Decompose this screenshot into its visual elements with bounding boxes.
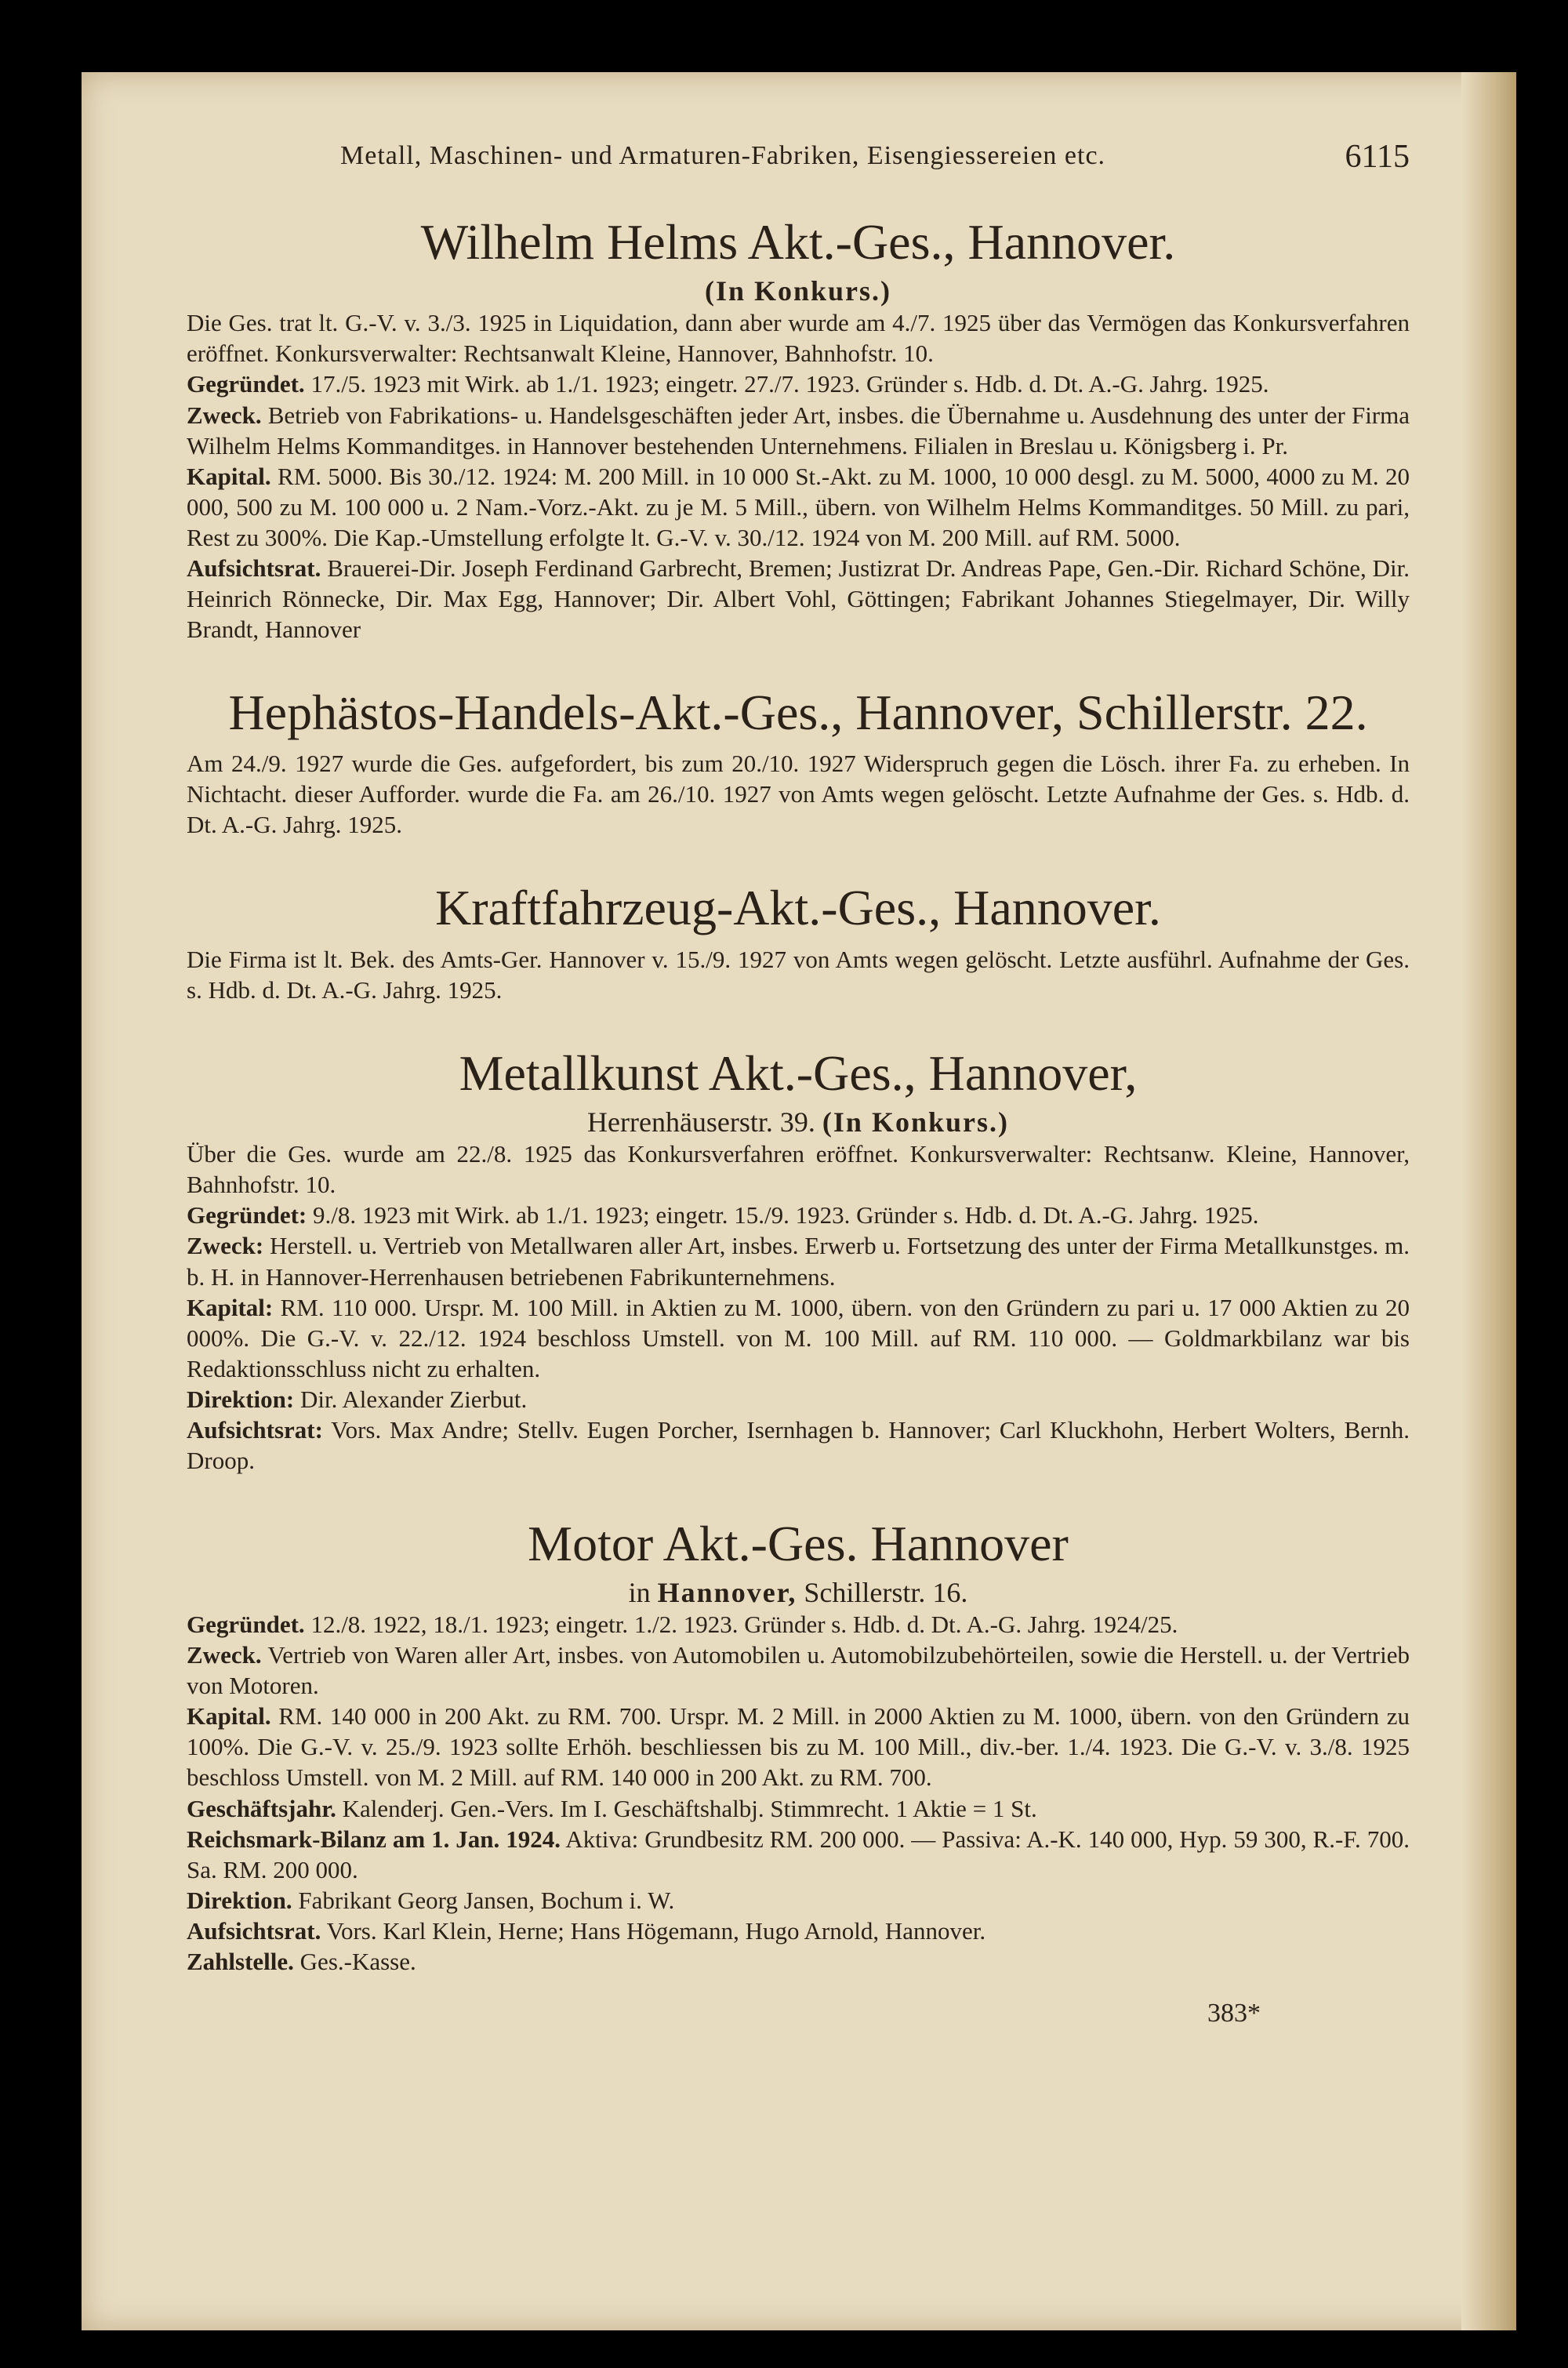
- paragraph-text: Fabrikant Georg Jansen, Bochum i. W.: [298, 1886, 675, 1914]
- section-title: Wilhelm Helms Akt.-Ges., Hannover.: [420, 214, 1176, 270]
- paragraph: [187, 748, 1410, 840]
- paragraph-label: Gegründet.: [187, 370, 305, 398]
- paragraph-text: Über die Ges. wurde am 22./8. 1925 das Konkursverfahren eröffnet. Konkursverwalter: Rechtsanw. Kleine, Hannover, Bahnhofstr. 10.: [187, 1140, 1410, 1199]
- section-hephaestos: [187, 685, 1410, 841]
- paragraph-text: Vors. Karl Klein, Herne; Hans Högemann, Hugo Arnold, Hannover.: [326, 1916, 986, 1945]
- paragraph: [187, 1824, 1410, 1885]
- paragraph-label: Zahlstelle.: [187, 1947, 294, 1975]
- paragraph: [187, 1415, 1410, 1476]
- section-title: Motor Akt.-Ges. Hannover: [528, 1515, 1069, 1571]
- paragraph-text: RM. 140 000 in 200 Akt. zu RM. 700. Urspr. M. 2 Mill. in 2000 Aktien zu M. 1000, übern. von den Gründern zu 100%. Die G.-V. v. 25./9. 1923 sollte Erhöh. beschliessen bis zu M. 100 Mill., div.-ber. 1./4. 1923. Die G.-V. v. 3./8. 1925 beschloss Umstell. von M. 2 Mill. auf RM. 140 000 in 200 Akt. zu RM. 700.: [187, 1702, 1410, 1792]
- paragraph-label: Kapital:: [187, 1293, 274, 1321]
- paragraph-text: Die Ges. trat lt. G.-V. v. 3./3. 1925 in Liquidation, dann aber wurde am 4./7. 1925 über das Vermögen das Konkursverfahren eröffnet. Konkursverwalter: Rechtsanwalt Kleine, Hannover, Bahnhofstr. 10.: [187, 309, 1410, 368]
- paragraph-text: Dir. Alexander Zierbut.: [299, 1385, 528, 1413]
- page-number: 6115: [1345, 139, 1410, 175]
- section-subtitle: [187, 1576, 1410, 1609]
- paragraph: [187, 1139, 1410, 1200]
- paragraph: [187, 1793, 1410, 1824]
- paragraph-label: Gegründet:: [187, 1201, 307, 1229]
- paragraph-text: RM. 110 000. Urspr. M. 100 Mill. in Aktien zu M. 1000, übern. von den Gründern zu pari u. 17 000 Aktien zu 20 000%. Die G.-V. v. 22./12. 1924 beschloss Umstell. von M. 100 Mill. auf RM. 110 000. — Goldmarkbilanz war bis Redaktionsschluss nicht zu erhalten.: [187, 1293, 1410, 1382]
- section-title: Hephästos-Handels-Akt.-Ges., Hannover, Schillerstr. 22.: [228, 684, 1368, 740]
- paragraph-text: Vertrieb von Waren aller Art, insbes. von Automobilen u. Automobilzubehörteilen, sowie die Herstell. u. der Vertrieb von Motoren.: [187, 1641, 1410, 1700]
- section-wilhelm-helms: [187, 215, 1410, 645]
- page-content: [187, 104, 1410, 2028]
- paragraph-text: RM. 5000. Bis 30./12. 1924: M. 200 Mill. in 10 000 St.-Akt. zu M. 1000, 10 000 desgl. zu M. 5000, 4000 zu M. 20 000, 500 zu M. 100 000 u. 2 Nam.-Vorz.-Akt. zu je M. 5 Mill., übern. von Wilhelm Helms Kommanditges. 50 Mill. zu pari, Rest zu 300%. Die Kap.-Umstellung erfolgte lt. G.-V. v. 30./12. 1924 von M. 200 Mill. auf RM. 5000.: [187, 462, 1410, 551]
- paragraph-label: Aufsichtsrat.: [187, 1916, 321, 1945]
- paragraph: [187, 1384, 1410, 1415]
- footer-signature-mark: 383*: [1207, 1998, 1261, 2028]
- subtitle-address: Herrenhäuserstr. 39.: [587, 1106, 815, 1139]
- paragraph: [187, 944, 1410, 1005]
- paragraph-label: Zweck.: [187, 401, 262, 429]
- paragraph-label: Kapital.: [187, 462, 271, 490]
- paragraph-text: Am 24./9. 1927 wurde die Ges. aufgefordert, bis zum 20./10. 1927 Widerspruch gegen die Lösch. ihrer Fa. zu erheben. In Nichtacht. dieser Aufforder. wurde die Fa. am 26./10. 1927 von Amts wegen gelöscht. Letzte Aufnahme der Ges. s. Hdb. d. Dt. A.-G. Jahrg. 1925.: [187, 750, 1410, 839]
- paragraph: [187, 400, 1410, 461]
- paragraph-label: Direktion.: [187, 1886, 292, 1914]
- paragraph-text: Die Firma ist lt. Bek. des Amts-Ger. Hannover v. 15./9. 1927 von Amts wegen gelöscht. Letzte ausführl. Aufnahme der Ges. s. Hdb. d. Dt. A.-G. Jahrg. 1925.: [187, 945, 1410, 1004]
- paragraph-label: Gegründet.: [187, 1611, 305, 1639]
- paragraph-text: Ges.-Kasse.: [299, 1947, 416, 1975]
- section-subtitle: [187, 1106, 1410, 1139]
- paragraph: [187, 1916, 1410, 1946]
- paragraph-label: Kapital.: [187, 1702, 271, 1731]
- paragraph: [187, 369, 1410, 399]
- subtitle-prefix: in: [628, 1577, 651, 1609]
- paragraph-label: Zweck:: [187, 1232, 264, 1260]
- paragraph: [187, 1640, 1410, 1701]
- paragraph-text: Kalenderj. Gen.-Vers. Im I. Geschäftshalbj. Stimmrecht. 1 Aktie = 1 St.: [342, 1794, 1037, 1822]
- subtitle-status: (In Konkurs.): [822, 1106, 1009, 1139]
- paragraph: [187, 307, 1410, 369]
- paragraph-label: Zweck.: [187, 1641, 262, 1669]
- paragraph-label: Aufsichtsrat.: [187, 554, 321, 582]
- paragraph-text: 17./5. 1923 mit Wirk. ab 1./1. 1923; eingetr. 27./7. 1923. Gründer s. Hdb. d. Dt. A.-G. Jahrg. 1925.: [310, 370, 1269, 398]
- running-title: Metall, Maschinen- und Armaturen-Fabriken, Eisengiessereien etc.: [340, 141, 1106, 170]
- paragraph-label: Aufsichtsrat:: [187, 1415, 323, 1444]
- subtitle-address: Schillerstr. 16.: [804, 1577, 968, 1609]
- paragraph-label: Geschäftsjahr.: [187, 1794, 336, 1822]
- paragraph: [187, 1609, 1410, 1640]
- section-motor: [187, 1516, 1410, 1977]
- paragraph-text: Betrieb von Fabrikations- u. Handelsgeschäften jeder Art, insbes. die Übernahme u. Ausdehnung des unter der Firma Wilhelm Helms Kommanditges. in Hannover bestehenden Unternehmens. Filialen in Breslau u. Königsberg i. Pr.: [187, 401, 1410, 459]
- paragraph: [187, 1230, 1410, 1291]
- paragraph: [187, 1200, 1410, 1230]
- paragraph: [187, 1292, 1410, 1384]
- paragraph: [187, 461, 1410, 553]
- paragraph-text: Aktiva: Grundbesitz RM. 200 000. — Passiva: A.-K. 140 000, Hyp. 59 300, R.-F. 700. Sa. RM. 200 000.: [187, 1825, 1410, 1883]
- paragraph: [187, 553, 1410, 645]
- paragraph: [187, 1701, 1410, 1792]
- paragraph-text: 9./8. 1923 mit Wirk. ab 1./1. 1923; eingetr. 15./9. 1923. Gründer s. Hdb. d. Dt. A.-G. Jahrg. 1925.: [313, 1201, 1259, 1229]
- section-subtitle: (In Konkurs.): [704, 275, 892, 307]
- section-title: Metallkunst Akt.-Ges., Hannover,: [459, 1044, 1138, 1101]
- paragraph-label: Reichsmark-Bilanz am 1. Jan. 1924.: [187, 1825, 561, 1853]
- section-metallkunst: [187, 1046, 1410, 1476]
- section-kraftfahrzeug: [187, 881, 1410, 1004]
- paragraph-text: 12./8. 1922, 18./1. 1923; eingetr. 1./2. 1923. Gründer s. Hdb. d. Dt. A.-G. Jahrg. 1924/25.: [310, 1611, 1178, 1639]
- running-header: [187, 104, 1410, 175]
- paragraph: [187, 1885, 1410, 1916]
- paragraph-text: Herstell. u. Vertrieb von Metallwaren aller Art, insbes. Erwerb u. Fortsetzung des unter der Firma Metallkunstges. m. b. H. in Hannover-Herrenhausen betriebenen Fabrikunternehmens.: [187, 1232, 1410, 1291]
- paragraph-label: Direktion:: [187, 1385, 295, 1413]
- book-page: [82, 72, 1516, 2330]
- subtitle-city: Hannover,: [657, 1577, 797, 1609]
- section-title: Kraftfahrzeug-Akt.-Ges., Hannover.: [435, 880, 1161, 936]
- paragraph-text: Brauerei-Dir. Joseph Ferdinand Garbrecht, Bremen; Justizrat Dr. Andreas Pape, Gen.-Dir. Richard Schöne, Dir. Heinrich Rönnecke, Dir. Max Egg, Hannover; Dir. Albert Vohl, Göttingen; Fabrikant Johannes Stiegelmayer, Dir. Willy Brandt, Hannover: [187, 554, 1410, 643]
- page-gutter: [1461, 72, 1516, 2330]
- paragraph: [187, 1946, 1410, 1977]
- paragraph-text: Vors. Max Andre; Stellv. Eugen Porcher, Isernhagen b. Hannover; Carl Kluckhohn, Herbert Wolters, Bernh. Droop.: [187, 1415, 1410, 1474]
